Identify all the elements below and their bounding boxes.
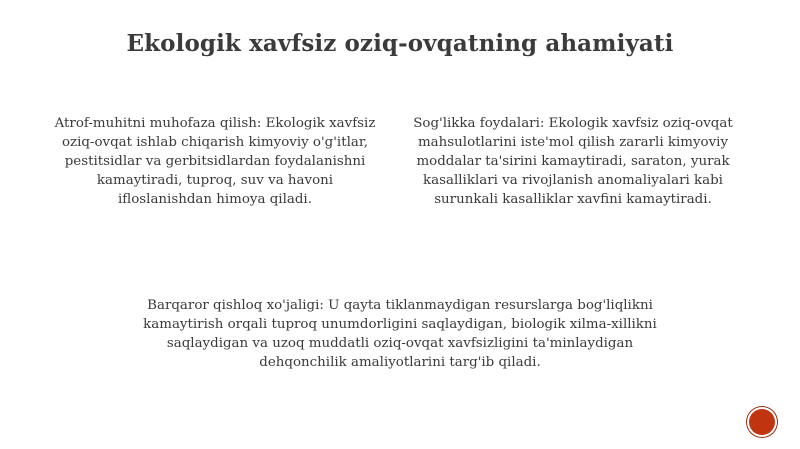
paragraph-sustainable-agriculture: Barqaror qishloq xo'jaligi: U qayta tiklanmaydigan resurslarga bog'liqlikni kamaytirish orqali tuproq unumdorligini saqlaydigan, biologik xilma-xillikni saqlaydigan va uzoq muddatli oziq-ovqat xavfsizligini ta'minlaydigan dehqonchilik amaliyotlarini targ'ib qiladi. <box>143 298 657 370</box>
circle-nav-button-icon[interactable] <box>749 409 775 435</box>
paragraph-health-benefits: Sog'likka foydalari: Ekologik xavfsiz oziq-ovqat mahsulotlarini iste'mol qilish zararli kimyoviy moddalar ta'sirini kamaytiradi, saraton, yurak kasalliklari va rivojlanish anomaliyalari kabi surunkali kasalliklar xavfini kamaytiradi. <box>413 116 733 207</box>
slide-title: Ekologik xavfsiz oziq-ovqatning ahamiyati <box>126 30 674 57</box>
paragraph-environment-protection: Atrof-muhitni muhofaza qilish: Ekologik xavfsiz oziq-ovqat ishlab chiqarish kimyoviy o'g'itlar, pestitsidlar va gerbitsidlardan foydalanishni kamaytiradi, tuproq, suv va havoni ifloslanishdan himoya qiladi. <box>54 116 376 207</box>
